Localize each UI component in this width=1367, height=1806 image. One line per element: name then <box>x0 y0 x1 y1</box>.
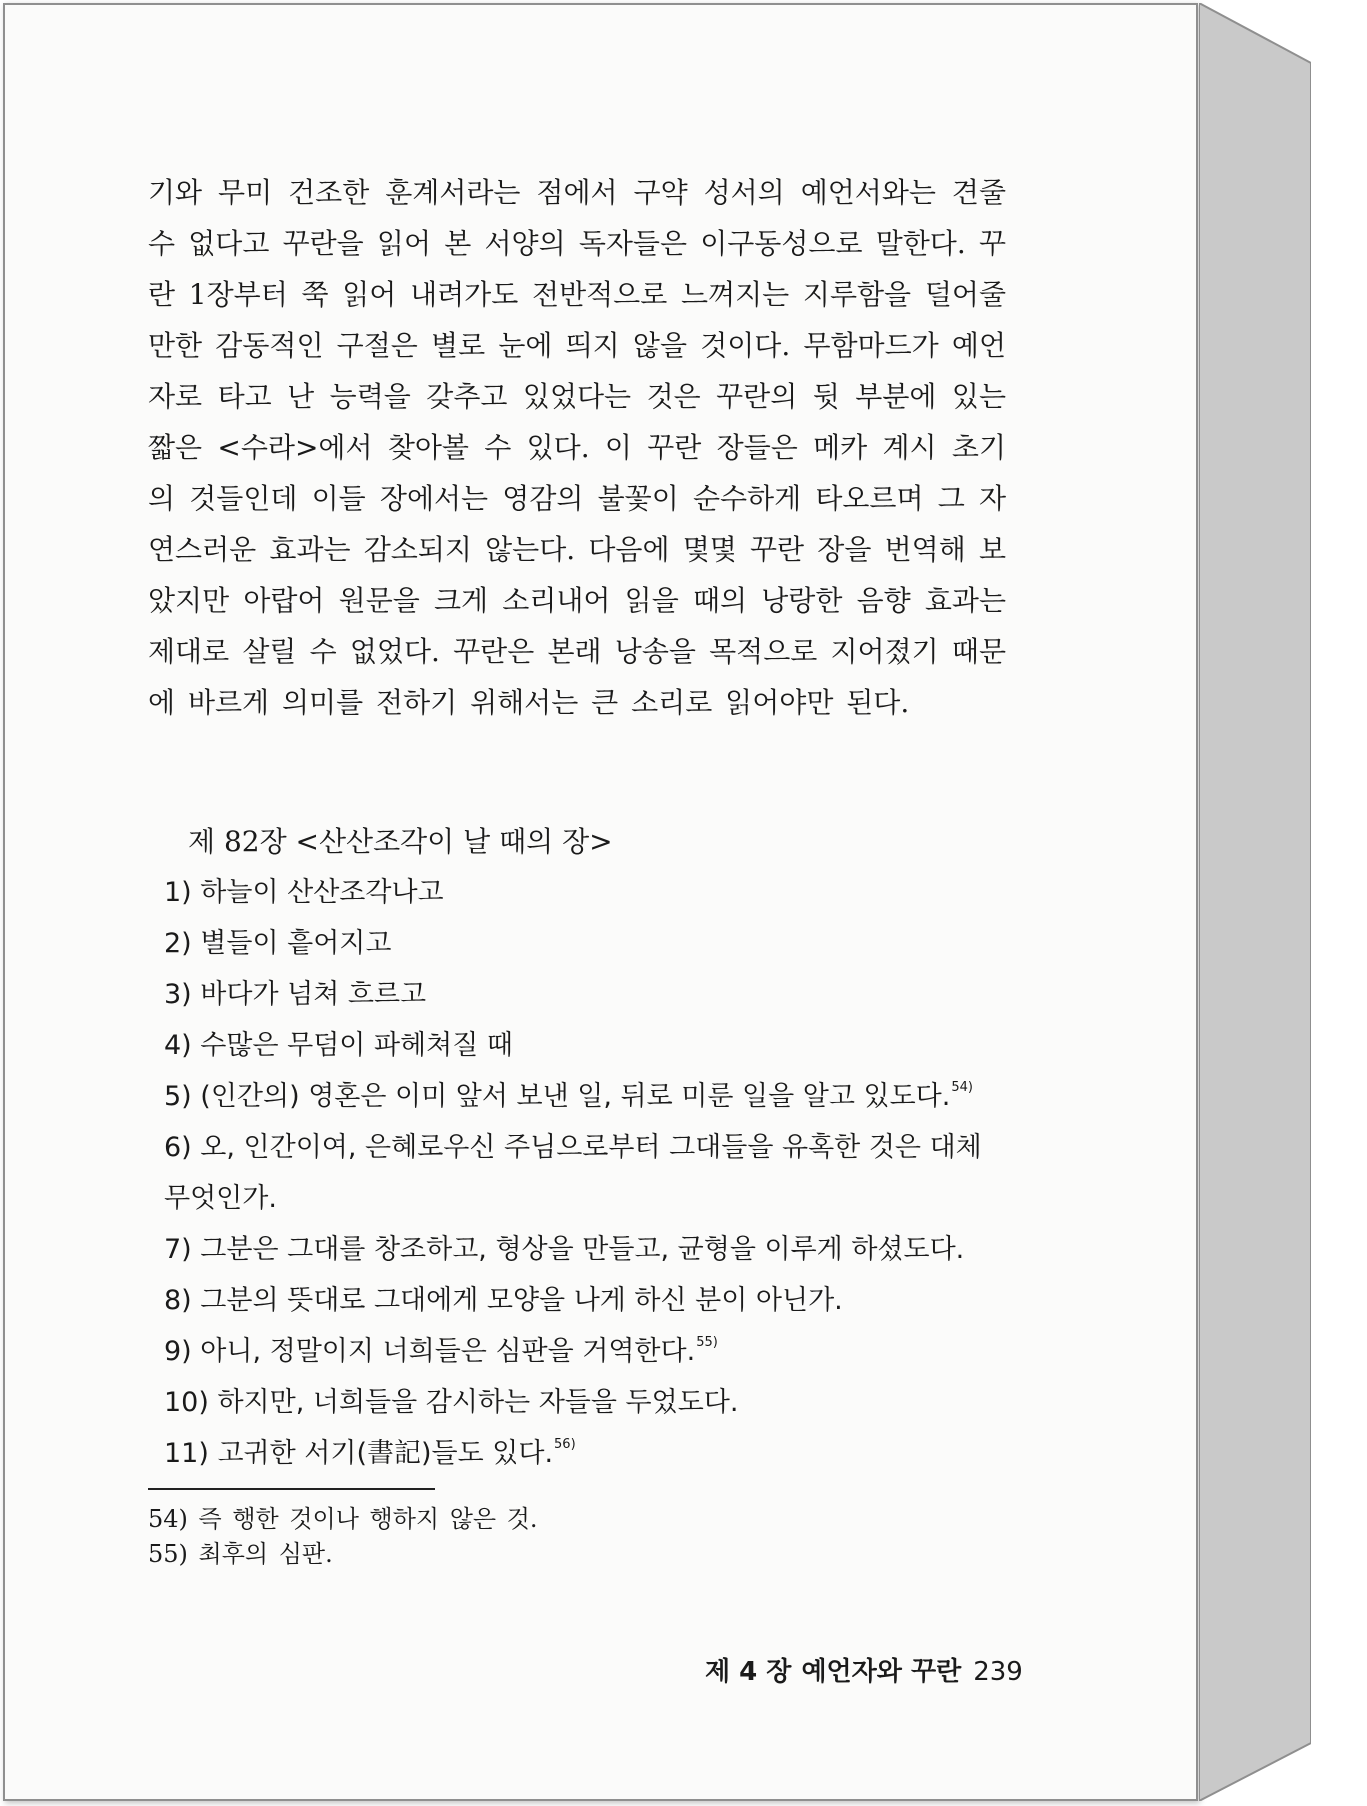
verse-4: 4) 수많은 무덤이 파헤쳐질 때 <box>164 1030 513 1061</box>
verse-6: 6) 오, 인간이여, 은혜로우신 주님으로부터 그대들을 유혹한 것은 대체 <box>164 1132 982 1163</box>
footnote-ref-56: 56) <box>554 1437 576 1452</box>
footnote-55: 55) 최후의 심판. <box>148 1540 333 1568</box>
body-paragraph: 기와 무미 건조한 훈계서라는 점에서 구약 성서의 예언서와는 견줄 수 없다고 꾸란을 읽어 본 서양의 독자들은 이구동성으로 말한다. 꾸란 1장부터 쭉 읽어 내려가도 전반적으로 느껴지는 지루함을 덜어줄 만한 감동적인 구절은 별로 눈에 띄지 않을 것이다. 무함마드가 예언자로 타고 난 능력을 갖추고 있었다는 것은 꾸란의 뒷 부분에 있는 짧은 <수라>에서 찾아볼 수 있다. 이 꾸란 장들은 메카 계시 초기의 것들인데 이들 장에서는 영감의 불꽃이 순수하게 타오르며 그 자연스러운 효과는 감소되지 않는다. 다음에 몇몇 꾸란 장을 번역해 보았지만 아랍어 원문을 크게 소리내어 읽을 때의 낭랑한 음향 효과는 제대로 살릴 수 없었다. 꾸란은 본래 낭송을 목적으로 지어졌기 때문에 바르게 의미를 전하기 위해서는 큰 소리로 읽어야만 된다. <box>148 176 1006 719</box>
footnote-ref-54: 54) <box>951 1080 973 1095</box>
verse-7: 7) 그분은 그대를 창조하고, 형상을 만들고, 균형을 이루게 하셨도다. <box>164 1234 965 1265</box>
verse-9-text: 9) 아니, 정말이지 너희들은 심판을 거역한다. <box>164 1336 696 1367</box>
book-side-edge <box>1199 3 1311 1801</box>
verse-8: 8) 그분의 뜻대로 그대에게 모양을 나게 하신 분이 아닌가. <box>164 1285 843 1316</box>
footnote-list <box>148 1502 538 1572</box>
verse-2: 2) 별들이 흩어지고 <box>164 928 392 959</box>
footnote-54: 54) 즉 행한 것이나 행하지 않은 것. <box>148 1505 538 1533</box>
book-page <box>3 3 1198 1801</box>
verse-6-continuation: 무엇인가. <box>164 1183 277 1214</box>
footer-chapter-number: 제 4 장 <box>705 1657 792 1687</box>
page-number: 239 <box>973 1657 1023 1687</box>
chapter-heading: 제 82장 <산산조각이 날 때의 장> <box>188 825 613 858</box>
verse-5-text: 5) (인간의) 영혼은 이미 앞서 보낸 일, 뒤로 미룬 일을 알고 있도다. <box>164 1081 951 1112</box>
running-footer <box>705 1651 1023 1688</box>
verse-1: 1) 하늘이 산산조각나고 <box>164 877 444 908</box>
verse-9 <box>164 1326 1006 1377</box>
footer-chapter-title: 예언자와 꾸란 <box>801 1657 962 1687</box>
verse-10: 10) 하지만, 너희들을 감시하는 자들을 두었도다. <box>164 1387 739 1418</box>
footnote-divider <box>148 1488 435 1490</box>
footnote-ref-55: 55) <box>696 1335 718 1350</box>
verse-11-text: 11) 고귀한 서기(書記)들도 있다. <box>164 1438 554 1469</box>
verse-5 <box>164 1071 1006 1122</box>
verse-11 <box>164 1428 1006 1479</box>
verse-list <box>164 867 1006 1479</box>
verse-3: 3) 바다가 넘쳐 흐르고 <box>164 979 427 1010</box>
